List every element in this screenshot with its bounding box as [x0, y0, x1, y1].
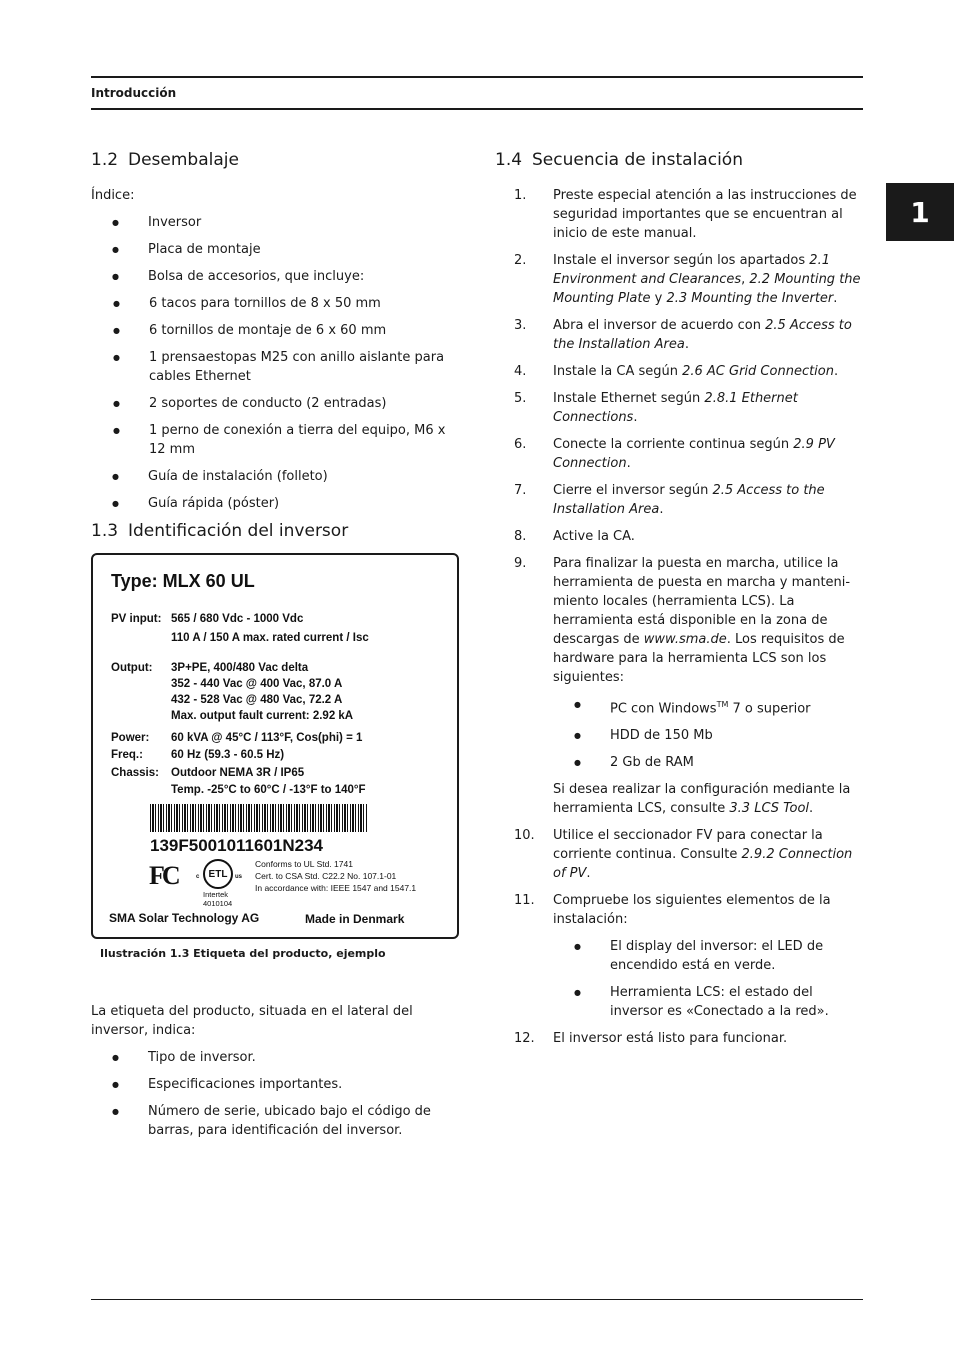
step-item: 8. Active la CA.	[514, 529, 635, 544]
step-item: 10. Utilice el seccionador FV para conectar la corriente continua. Consulte 2.9.2 Connection of PV.	[514, 828, 853, 882]
label-chassis-line: Outdoor NEMA 3R / IP65	[171, 767, 305, 779]
check-list	[495, 937, 863, 1021]
step-item: 2. Instale el inversor según los apartados 2.1 Environment and Clearances, 2.2 Mounting the Mounting Plate y 2.3 Mounting the Inverter.	[514, 253, 861, 306]
etl-us-mark: us	[235, 874, 243, 880]
chapter-tab: 1	[886, 183, 954, 241]
list-item: ● 2 soportes de conducto (2 entradas)	[91, 394, 459, 413]
step-item: 11. Compruebe los siguientes elementos de la instalación: ● El display del inversor: el LED de encendido está en verde. ● Herramienta LCS: el estado del inversor es «Conectado a la red».	[495, 891, 863, 1021]
label-type: Type: MLX 60 UL	[111, 571, 255, 591]
header-rule-top	[91, 76, 863, 78]
label-output-line: 432 - 528 Vac @ 480 Vac, 72.2 A	[171, 694, 343, 706]
list-item: ● Número de serie, ubicado bajo el código de barras, para identificación del inversor.	[91, 1102, 459, 1140]
label-pv-line: 565 / 680 Vdc - 1000 Vdc	[171, 613, 304, 625]
accessories-list	[91, 294, 459, 459]
list-item: ● Especificaciones importantes.	[91, 1075, 459, 1094]
step-item: 4. Instale la CA según 2.6 AC Grid Connection.	[514, 364, 839, 379]
footer-rule	[91, 1299, 863, 1300]
etl-c-mark: c	[196, 874, 200, 880]
step-item: 5. Instale Ethernet según 2.8.1 Ethernet Connections.	[514, 391, 798, 425]
step-item: 6. Conecte la corriente continua según 2.9 PV Connection.	[514, 437, 835, 471]
label-pv-key: PV input:	[111, 613, 162, 625]
header-rule-bottom	[91, 108, 863, 110]
step-item: 7. Cierre el inversor según 2.5 Access to the Installation Area.	[514, 483, 825, 517]
bullet-icon: ●	[112, 272, 119, 281]
label-certifications: Conforms to UL Std. 1741 Cert. to CSA Std. C22.2 No. 107.1-01 In accordance with: IEEE 1547 and 1547.1	[255, 859, 417, 893]
figure-caption: Ilustración 1.3 Etiqueta del producto, ejemplo	[100, 947, 386, 960]
list-item: ● Bolsa de accesorios, que incluye: ● ● 6 tacos para tornillos de 8 x 50 mm ● 6 tornillos de montaje de 6 x 60 mm ● 1 prensaestopas M25 con anillo aislante para cables Ethernet ● 2 soportes de conducto (2 entradas) ● 1 perno de conexión a tierra del equipo, M6 x 12 mm	[91, 267, 459, 459]
step-item: 12. El inversor está listo para funcionar.	[514, 1031, 788, 1047]
list-item: ● 6 tacos para tornillos de 8 x 50 mm	[91, 294, 459, 313]
label-made-in: Made in Denmark	[305, 912, 405, 926]
etl-logo-icon: ETL	[203, 859, 233, 889]
label-manufacturer: SMA Solar Technology AG	[109, 911, 260, 925]
label-freq-val: 60 Hz (59.3 - 60.5 Hz)	[171, 749, 285, 761]
label-output-key: Output:	[111, 662, 153, 674]
list-item: ● 2 Gb de RAM	[495, 753, 863, 772]
step-item: 1. Preste especial atención a las instrucciones de seguridad importantes que se encuentran al inicio de este manual.	[514, 188, 857, 241]
list-item: ● Tipo de inversor.	[91, 1048, 459, 1067]
list-item: ● El display del inversor: el LED de encendido está en verde.	[495, 937, 863, 975]
step-item: 3. Abra el inversor de acuerdo con 2.5 Access to the Installation Area.	[514, 318, 852, 352]
list-item: ● Guía de instalación (folleto)	[91, 467, 459, 486]
label-pv-line: 110 A / 150 A max. rated current / Isc	[171, 632, 369, 644]
product-label-figure	[91, 553, 459, 939]
contents-list	[91, 213, 459, 513]
label-output-line: 352 - 440 Vac @ 400 Vac, 87.0 A	[171, 678, 343, 690]
installation-steps	[495, 186, 863, 1048]
section-heading-1-4: 1.4 Secuencia de instalación	[495, 150, 743, 170]
section-heading-1-2: 1.2 Desembalaje	[91, 150, 239, 170]
list-item: ● 6 tornillos de montaje de 6 x 60 mm	[91, 321, 459, 340]
list-item: ● Placa de montaje	[91, 240, 459, 259]
running-header: Introducción	[91, 86, 177, 100]
label-output-line: Max. output fault current: 2.92 kA	[171, 710, 354, 722]
list-item: ● HDD de 150 Mb	[495, 726, 863, 745]
label-serial: 139F5001011601N234	[150, 836, 323, 855]
hardware-requirements-list	[495, 695, 863, 772]
list-item: ● 1 perno de conexión a tierra del equipo, M6 x 12 mm	[91, 421, 459, 459]
label-power-val: 60 kVA @ 45°C / 113°F, Cos(phi) = 1	[171, 732, 363, 744]
list-item: ● 1 prensaestopas M25 con anillo aislante para cables Ethernet	[91, 348, 459, 386]
label-output-line: 3P+PE, 400/480 Vac delta	[171, 662, 309, 674]
label-description: La etiqueta del producto, situada en el lateral del inversor, indica:	[91, 1004, 413, 1038]
list-item: ● Inversor	[91, 213, 459, 232]
step-item: 9. Para finalizar la puesta en marcha, utilice la herramienta de puesta en marcha y manteni-miento locales (herramienta LCS). La herramienta está disponible en la zona de descargas de www.sma.de. Los requisitos de hardware para la herramienta LCS son los siguientes: ● PC con Windows™ 7 o superior ● HDD de 150 Mb ● 2 Gb de RAM Si desea realizar la configuración mediante la herramienta LCS, consulte 3.3 LCS Tool.	[495, 554, 863, 818]
label-info-list	[91, 1048, 459, 1140]
label-chassis-line: Temp. -25°C to 60°C / -13°F to 140°F	[171, 784, 366, 796]
barcode	[150, 804, 368, 832]
left-column	[91, 150, 459, 1148]
list-item: ● Guía rápida (póster)	[91, 494, 459, 513]
intertek-text: Intertek 4010104	[203, 890, 233, 908]
section-heading-1-3: 1.3 Identificación del inversor	[91, 521, 349, 541]
label-freq-key: Freq.:	[111, 749, 143, 761]
label-power-key: Power:	[111, 732, 150, 744]
right-column	[495, 150, 863, 1056]
list-item: ● Herramienta LCS: el estado del inversor es «Conectado a la red».	[495, 983, 863, 1021]
list-item: ● PC con Windows™ 7 o superior	[495, 695, 863, 718]
label-chassis-key: Chassis:	[111, 767, 159, 779]
fc-logo-icon: FC	[149, 861, 178, 890]
contents-intro: Índice:	[91, 188, 135, 203]
